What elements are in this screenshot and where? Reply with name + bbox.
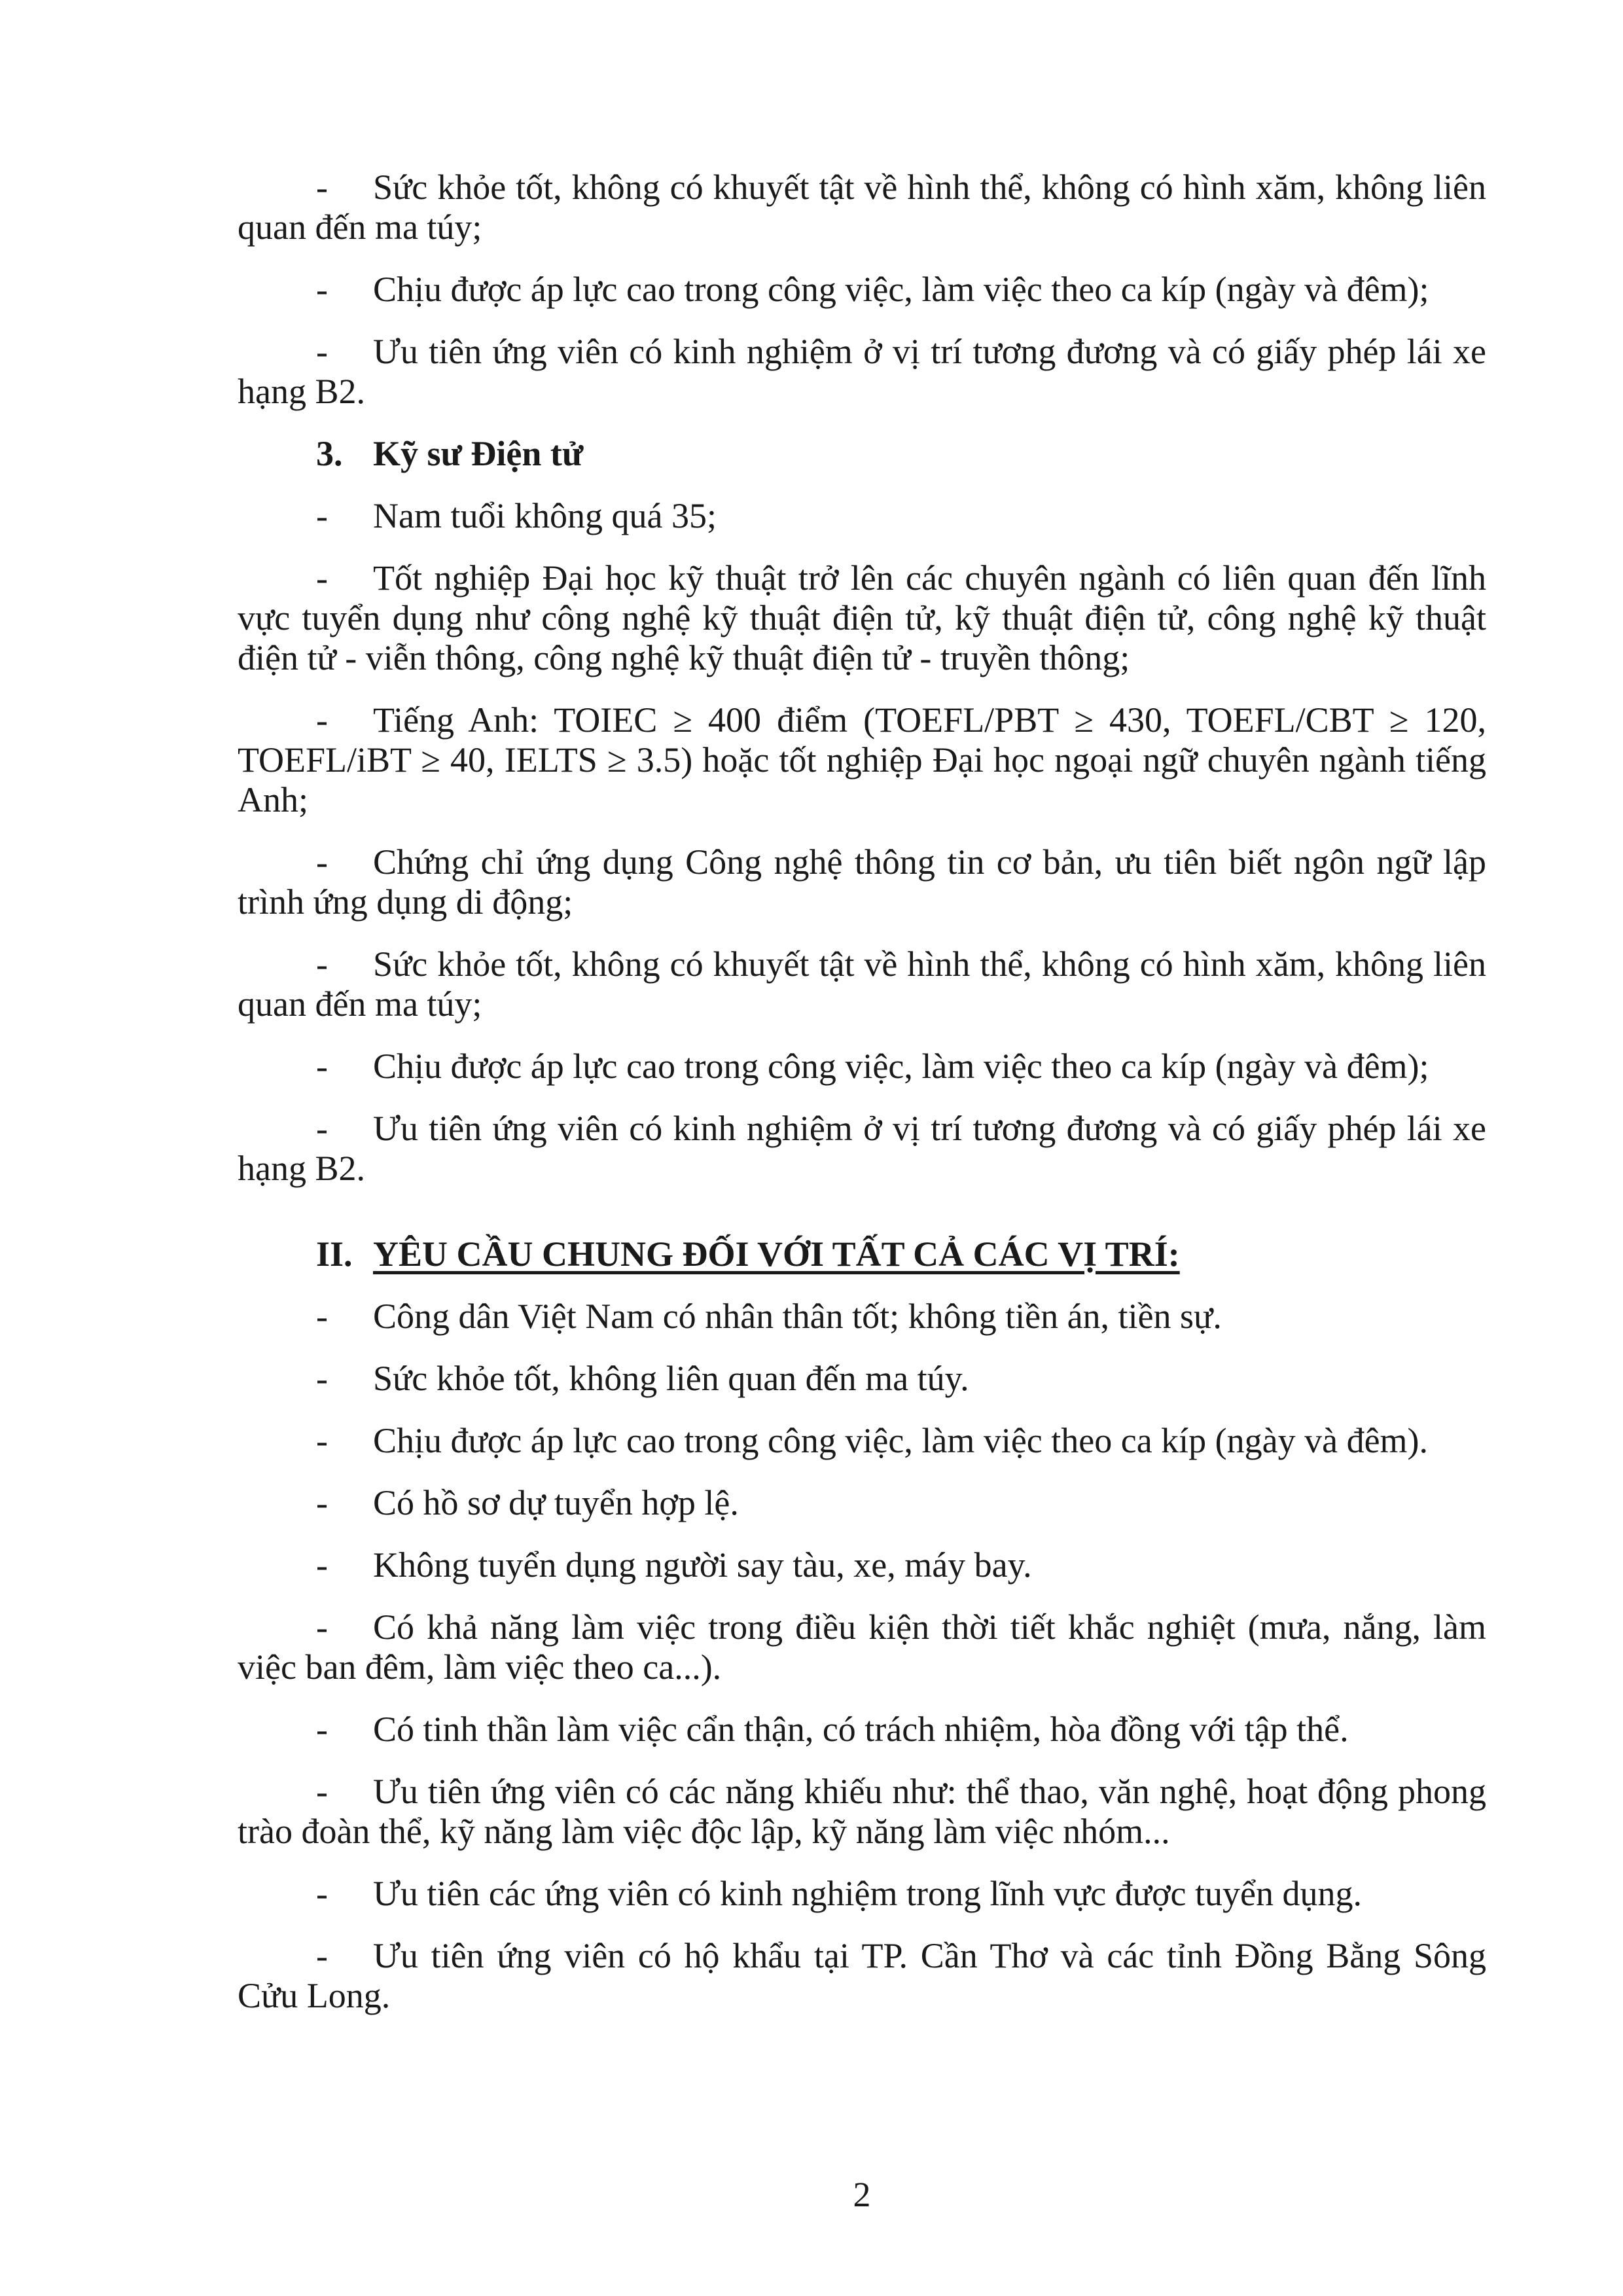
list-item bbox=[238, 700, 1486, 820]
list-item bbox=[238, 1109, 1486, 1189]
bullet-dash: - bbox=[316, 1483, 328, 1522]
list-item bbox=[238, 1874, 1486, 1914]
bullet-dash: - bbox=[316, 168, 328, 207]
list-item bbox=[238, 168, 1486, 247]
bullet-dash: - bbox=[316, 332, 328, 371]
bullet-dash: - bbox=[316, 1297, 328, 1336]
item-text: Ưu tiên ứng viên có kinh nghiệm ở vị trí tương đương và có giấy phép lái xe hạng B2. bbox=[238, 332, 1486, 411]
item-text: Sức khỏe tốt, không liên quan đến ma túy. bbox=[373, 1359, 969, 1398]
bullet-dash: - bbox=[316, 270, 328, 309]
item-text: Tốt nghiệp Đại học kỹ thuật trở lên các chuyên ngành có liên quan đến lĩnh vực tuyển dụng như công nghệ kỹ thuật điện tử, kỹ thuật điện tử, công nghệ kỹ thuật điện tử - viễn thông, công nghệ kỹ thuật điện tử - truyền thông; bbox=[238, 558, 1486, 677]
list-item bbox=[238, 1297, 1486, 1336]
bullet-dash: - bbox=[316, 1874, 328, 1913]
bullet-dash: - bbox=[316, 1607, 328, 1647]
bullet-dash: - bbox=[316, 558, 328, 598]
bullet-dash: - bbox=[316, 700, 328, 740]
bullet-dash: - bbox=[316, 1936, 328, 1975]
bullet-dash: - bbox=[316, 1772, 328, 1811]
list-item bbox=[238, 270, 1486, 310]
item-text: Chứng chỉ ứng dụng Công nghệ thông tin cơ bản, ưu tiên biết ngôn ngữ lập trình ứng dụng di động; bbox=[238, 842, 1486, 922]
item-text: Không tuyển dụng người say tàu, xe, máy bay. bbox=[373, 1545, 1032, 1585]
heading-title: Kỹ sư Điện tử bbox=[373, 434, 584, 473]
bullet-dash: - bbox=[316, 1710, 328, 1749]
list-item bbox=[238, 332, 1486, 412]
page-number: 2 bbox=[853, 2175, 871, 2214]
list-item bbox=[238, 558, 1486, 678]
document-body bbox=[238, 168, 1486, 2038]
item-text: Ưu tiên ứng viên có các năng khiếu như: thể thao, văn nghệ, hoạt động phong trào đoàn thể, kỹ năng làm việc độc lập, kỹ năng làm việc nhóm... bbox=[238, 1772, 1486, 1851]
list-item bbox=[238, 1607, 1486, 1687]
section-heading bbox=[238, 1234, 1486, 1274]
bullet-dash: - bbox=[316, 1047, 328, 1086]
heading-number: 3. bbox=[316, 434, 343, 473]
item-text: Có khả năng làm việc trong điều kiện thời tiết khắc nghiệt (mưa, nắng, làm việc ban đêm, làm việc theo ca...). bbox=[238, 1607, 1486, 1687]
list-item bbox=[238, 496, 1486, 536]
item-text: Tiếng Anh: TOIEC ≥ 400 điểm (TOEFL/PBT ≥ 430, TOEFL/CBT ≥ 120, TOEFL/iBT ≥ 40, IELTS ≥ 3.5) hoặc tốt nghiệp Đại học ngoại ngữ chuyên ngành tiếng Anh; bbox=[238, 700, 1486, 819]
item-text: Ưu tiên ứng viên có kinh nghiệm ở vị trí tương đương và có giấy phép lái xe hạng B2. bbox=[238, 1109, 1486, 1188]
list-item bbox=[238, 1936, 1486, 2016]
bullet-dash: - bbox=[316, 1545, 328, 1585]
list-item bbox=[238, 1545, 1486, 1585]
bullet-dash: - bbox=[316, 496, 328, 535]
item-text: Có tinh thần làm việc cẩn thận, có trách nhiệm, hòa đồng với tập thể. bbox=[373, 1710, 1349, 1749]
list-item bbox=[238, 1710, 1486, 1749]
section-number: II. bbox=[316, 1234, 353, 1274]
item-text: Ưu tiên ứng viên có hộ khẩu tại TP. Cần Thơ và các tỉnh Đồng Bằng Sông Cửu Long. bbox=[238, 1936, 1486, 2015]
bullet-dash: - bbox=[316, 1421, 328, 1460]
bullet-dash: - bbox=[316, 1109, 328, 1148]
bullet-dash: - bbox=[316, 1359, 328, 1398]
list-item bbox=[238, 1483, 1486, 1523]
item-text: Sức khỏe tốt, không có khuyết tật về hình thể, không có hình xăm, không liên quan đến ma túy; bbox=[238, 944, 1486, 1024]
position-heading bbox=[238, 434, 1486, 474]
item-text: Chịu được áp lực cao trong công việc, làm việc theo ca kíp (ngày và đêm). bbox=[373, 1421, 1429, 1460]
list-item bbox=[238, 1421, 1486, 1461]
bullet-dash: - bbox=[316, 842, 328, 882]
section-title: YÊU CẦU CHUNG ĐỐI VỚI TẤT CẢ CÁC VỊ TRÍ: bbox=[373, 1234, 1180, 1274]
item-text: Có hồ sơ dự tuyển hợp lệ. bbox=[373, 1483, 739, 1522]
item-text: Nam tuổi không quá 35; bbox=[373, 496, 717, 535]
list-item bbox=[238, 944, 1486, 1024]
item-text: Công dân Việt Nam có nhân thân tốt; không tiền án, tiền sự. bbox=[373, 1297, 1222, 1336]
item-text: Ưu tiên các ứng viên có kinh nghiệm trong lĩnh vực được tuyển dụng. bbox=[373, 1874, 1362, 1913]
item-text: Sức khỏe tốt, không có khuyết tật về hình thể, không có hình xăm, không liên quan đến ma túy; bbox=[238, 168, 1486, 247]
item-text: Chịu được áp lực cao trong công việc, làm việc theo ca kíp (ngày và đêm); bbox=[373, 270, 1429, 309]
list-item bbox=[238, 1772, 1486, 1852]
list-item bbox=[238, 842, 1486, 922]
list-item bbox=[238, 1047, 1486, 1086]
list-item bbox=[238, 1359, 1486, 1399]
item-text: Chịu được áp lực cao trong công việc, làm việc theo ca kíp (ngày và đêm); bbox=[373, 1047, 1429, 1086]
bullet-dash: - bbox=[316, 944, 328, 984]
